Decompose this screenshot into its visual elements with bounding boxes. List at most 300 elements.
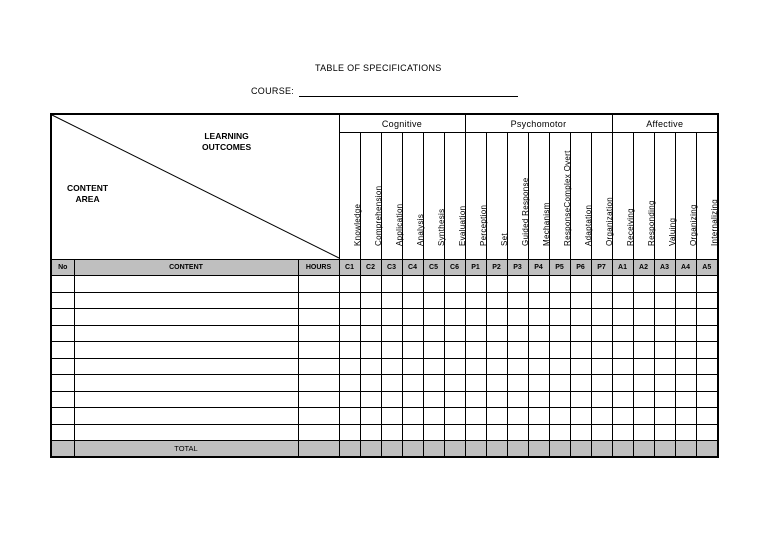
- table-cell[interactable]: [402, 325, 423, 342]
- table-cell[interactable]: [528, 424, 549, 441]
- table-cell[interactable]: [675, 358, 696, 375]
- table-cell[interactable]: [591, 375, 612, 392]
- table-cell[interactable]: [51, 424, 74, 441]
- outcome-label: Guided Response: [520, 177, 530, 246]
- table-cell[interactable]: [633, 424, 654, 441]
- total-cell[interactable]: [360, 441, 381, 458]
- table-cell[interactable]: [696, 325, 718, 342]
- group-header-cognitive: Cognitive: [339, 114, 465, 133]
- table-cell[interactable]: [381, 325, 402, 342]
- table-cell[interactable]: [696, 309, 718, 326]
- outcome-header: [591, 133, 612, 260]
- outcome-label: Perception: [478, 204, 488, 246]
- table-cell[interactable]: [51, 375, 74, 392]
- table-cell[interactable]: [675, 424, 696, 441]
- table-cell[interactable]: [654, 408, 675, 425]
- col-no-header: No: [51, 260, 74, 276]
- code-header: A5: [696, 260, 718, 276]
- code-header: P6: [570, 260, 591, 276]
- table-cell[interactable]: [612, 375, 633, 392]
- table-cell[interactable]: [381, 424, 402, 441]
- table-cell[interactable]: [633, 309, 654, 326]
- table-cell[interactable]: [696, 391, 718, 408]
- table-cell[interactable]: [423, 391, 444, 408]
- table-cell[interactable]: [528, 408, 549, 425]
- outcome-label: Synthesis: [436, 208, 446, 246]
- table-cell[interactable]: [360, 325, 381, 342]
- code-header: P4: [528, 260, 549, 276]
- total-cell[interactable]: [675, 441, 696, 458]
- table-cell[interactable]: [339, 358, 360, 375]
- table-cell[interactable]: [465, 391, 486, 408]
- table-cell[interactable]: [549, 292, 570, 309]
- outcome-header: [339, 133, 360, 260]
- table-cell[interactable]: [654, 325, 675, 342]
- table-cell[interactable]: [381, 292, 402, 309]
- table-cell[interactable]: [612, 342, 633, 359]
- table-cell[interactable]: [423, 309, 444, 326]
- content-area-label: [67, 183, 108, 205]
- table-cell[interactable]: [298, 358, 339, 375]
- table-cell[interactable]: [339, 408, 360, 425]
- outcome-header: [612, 133, 633, 260]
- table-cell[interactable]: [591, 325, 612, 342]
- code-header: A1: [612, 260, 633, 276]
- table-cell[interactable]: [339, 375, 360, 392]
- table-cell[interactable]: [423, 358, 444, 375]
- table-cell[interactable]: [570, 292, 591, 309]
- table-cell[interactable]: [51, 292, 74, 309]
- table-cell[interactable]: [360, 375, 381, 392]
- table-cell[interactable]: [486, 391, 507, 408]
- table-row: [51, 424, 718, 441]
- table-cell[interactable]: [549, 309, 570, 326]
- table-cell[interactable]: [465, 408, 486, 425]
- table-cell[interactable]: [465, 375, 486, 392]
- table-cell[interactable]: [528, 375, 549, 392]
- table-cell[interactable]: [528, 309, 549, 326]
- table-cell[interactable]: [74, 358, 298, 375]
- table-cell[interactable]: [486, 424, 507, 441]
- table-cell[interactable]: [74, 309, 298, 326]
- table-cell[interactable]: [570, 276, 591, 293]
- outcome-header: [549, 133, 570, 260]
- table-cell[interactable]: [675, 276, 696, 293]
- table-cell[interactable]: [633, 391, 654, 408]
- table-cell[interactable]: [360, 391, 381, 408]
- outcome-header: [381, 133, 402, 260]
- table-cell[interactable]: [465, 424, 486, 441]
- table-cell[interactable]: [381, 358, 402, 375]
- table-row: [51, 358, 718, 375]
- total-cell[interactable]: [570, 441, 591, 458]
- outcome-header: [486, 133, 507, 260]
- table-cell[interactable]: [444, 375, 465, 392]
- total-cell[interactable]: [696, 441, 718, 458]
- table-cell[interactable]: [528, 358, 549, 375]
- table-cell[interactable]: [570, 424, 591, 441]
- table-cell[interactable]: [465, 292, 486, 309]
- table-cell[interactable]: [507, 309, 528, 326]
- table-cell[interactable]: [675, 292, 696, 309]
- code-header: C1: [339, 260, 360, 276]
- table-cell[interactable]: [654, 292, 675, 309]
- table-cell[interactable]: [654, 358, 675, 375]
- table-cell[interactable]: [486, 342, 507, 359]
- table-cell[interactable]: [465, 342, 486, 359]
- total-cell[interactable]: [591, 441, 612, 458]
- total-cell[interactable]: [381, 441, 402, 458]
- table-cell[interactable]: [633, 292, 654, 309]
- table-cell[interactable]: [549, 325, 570, 342]
- table-cell[interactable]: [633, 325, 654, 342]
- col-content-header: CONTENT: [74, 260, 298, 276]
- table-cell[interactable]: [654, 391, 675, 408]
- table-row: [51, 292, 718, 309]
- learning-outcomes-line1: LEARNING: [204, 131, 249, 141]
- table-cell[interactable]: [486, 309, 507, 326]
- table-cell[interactable]: [51, 358, 74, 375]
- table-cell[interactable]: [298, 408, 339, 425]
- table-cell[interactable]: [486, 358, 507, 375]
- table-cell[interactable]: [612, 292, 633, 309]
- table-cell[interactable]: [381, 408, 402, 425]
- table-cell[interactable]: [444, 309, 465, 326]
- table-cell[interactable]: [507, 424, 528, 441]
- code-header: C4: [402, 260, 423, 276]
- total-row: [51, 441, 718, 458]
- table-cell[interactable]: [465, 276, 486, 293]
- table-cell[interactable]: [402, 358, 423, 375]
- table-cell[interactable]: [74, 292, 298, 309]
- table-cell[interactable]: [51, 276, 74, 293]
- table-cell[interactable]: [298, 276, 339, 293]
- table-cell[interactable]: [360, 358, 381, 375]
- table-cell[interactable]: [507, 292, 528, 309]
- total-cell: [51, 441, 74, 458]
- table-cell[interactable]: [402, 342, 423, 359]
- table-cell[interactable]: [339, 342, 360, 359]
- table-cell[interactable]: [654, 375, 675, 392]
- table-cell[interactable]: [696, 358, 718, 375]
- table-cell[interactable]: [298, 342, 339, 359]
- table-row: [51, 309, 718, 326]
- outcome-label: Analysis: [415, 213, 425, 246]
- table-cell[interactable]: [486, 375, 507, 392]
- table-cell[interactable]: [654, 342, 675, 359]
- group-header-psychomotor: Psychomotor: [465, 114, 612, 133]
- outcome-label: Internalizing: [709, 198, 719, 246]
- table-cell[interactable]: [74, 391, 298, 408]
- content-area-line1: CONTENT: [67, 183, 109, 193]
- total-cell[interactable]: [528, 441, 549, 458]
- code-header: C6: [444, 260, 465, 276]
- table-cell[interactable]: [51, 391, 74, 408]
- table-cell[interactable]: [339, 391, 360, 408]
- table-cell[interactable]: [339, 309, 360, 326]
- group-header-affective: Affective: [612, 114, 718, 133]
- total-cell[interactable]: [507, 441, 528, 458]
- table-cell[interactable]: [74, 375, 298, 392]
- outcome-header: [402, 133, 423, 260]
- table-cell[interactable]: [51, 408, 74, 425]
- code-header: A3: [654, 260, 675, 276]
- outcome-label: Application: [394, 203, 404, 246]
- table-cell[interactable]: [675, 408, 696, 425]
- table-cell[interactable]: [360, 424, 381, 441]
- table-cell[interactable]: [298, 375, 339, 392]
- total-cell[interactable]: [402, 441, 423, 458]
- table-cell[interactable]: [507, 358, 528, 375]
- table-cell[interactable]: [633, 342, 654, 359]
- table-cell[interactable]: [360, 309, 381, 326]
- code-header: C5: [423, 260, 444, 276]
- code-header: C2: [360, 260, 381, 276]
- table-cell[interactable]: [444, 391, 465, 408]
- table-row: [51, 391, 718, 408]
- table-cell[interactable]: [549, 375, 570, 392]
- table-cell[interactable]: [381, 342, 402, 359]
- table-cell[interactable]: [402, 391, 423, 408]
- table-row: [51, 325, 718, 342]
- table-cell[interactable]: [591, 391, 612, 408]
- table-cell[interactable]: [74, 424, 298, 441]
- table-cell[interactable]: [423, 408, 444, 425]
- table-cell[interactable]: [528, 342, 549, 359]
- table-cell[interactable]: [360, 342, 381, 359]
- code-header: P5: [549, 260, 570, 276]
- course-input-line[interactable]: [299, 96, 518, 97]
- table-cell[interactable]: [339, 292, 360, 309]
- table-cell[interactable]: [486, 408, 507, 425]
- outcome-header: [675, 133, 696, 260]
- table-row: [51, 408, 718, 425]
- table-cell[interactable]: [591, 276, 612, 293]
- table-cell[interactable]: [74, 325, 298, 342]
- table-cell[interactable]: [444, 325, 465, 342]
- table-cell[interactable]: [402, 408, 423, 425]
- table-cell[interactable]: [675, 391, 696, 408]
- table-cell[interactable]: [423, 375, 444, 392]
- table-cell[interactable]: [612, 358, 633, 375]
- table-row: [51, 375, 718, 392]
- table-cell[interactable]: [570, 342, 591, 359]
- table-cell[interactable]: [423, 325, 444, 342]
- table-cell[interactable]: [549, 358, 570, 375]
- table-cell[interactable]: [570, 408, 591, 425]
- table-cell[interactable]: [507, 375, 528, 392]
- table-cell[interactable]: [675, 375, 696, 392]
- table-cell[interactable]: [507, 342, 528, 359]
- table-cell[interactable]: [591, 424, 612, 441]
- table-cell[interactable]: [339, 276, 360, 293]
- table-cell[interactable]: [360, 276, 381, 293]
- table-cell[interactable]: [570, 391, 591, 408]
- table-cell[interactable]: [51, 325, 74, 342]
- learning-outcomes-label: [202, 131, 251, 153]
- table-cell[interactable]: [507, 408, 528, 425]
- table-cell[interactable]: [423, 424, 444, 441]
- code-header: P7: [591, 260, 612, 276]
- table-cell[interactable]: [633, 276, 654, 293]
- table-cell[interactable]: [360, 408, 381, 425]
- table-cell[interactable]: [298, 391, 339, 408]
- total-cell[interactable]: [486, 441, 507, 458]
- table-cell[interactable]: [402, 292, 423, 309]
- table-cell[interactable]: [339, 325, 360, 342]
- table-cell[interactable]: [591, 408, 612, 425]
- table-cell[interactable]: [381, 309, 402, 326]
- outcome-label: Responding: [646, 200, 656, 246]
- total-cell[interactable]: [654, 441, 675, 458]
- table-cell[interactable]: [465, 309, 486, 326]
- table-cell[interactable]: [549, 408, 570, 425]
- content-area-line2: AREA: [75, 194, 100, 204]
- table-cell[interactable]: [444, 424, 465, 441]
- table-cell[interactable]: [675, 309, 696, 326]
- table-cell[interactable]: [654, 309, 675, 326]
- table-cell[interactable]: [298, 309, 339, 326]
- table-cell[interactable]: [486, 276, 507, 293]
- table-cell[interactable]: [51, 309, 74, 326]
- outcome-label: Valuing: [667, 217, 677, 246]
- table-cell[interactable]: [507, 276, 528, 293]
- table-cell[interactable]: [612, 276, 633, 293]
- table-cell[interactable]: [402, 309, 423, 326]
- table-cell[interactable]: [74, 408, 298, 425]
- total-cell[interactable]: [549, 441, 570, 458]
- table-cell[interactable]: [675, 342, 696, 359]
- col-hours-header: HOURS: [298, 260, 339, 276]
- table-cell[interactable]: [675, 325, 696, 342]
- table-cell[interactable]: [696, 375, 718, 392]
- table-cell[interactable]: [465, 358, 486, 375]
- table-cell[interactable]: [612, 325, 633, 342]
- table-cell[interactable]: [298, 325, 339, 342]
- total-cell[interactable]: [423, 441, 444, 458]
- specifications-table: [50, 113, 719, 458]
- table-cell[interactable]: [402, 276, 423, 293]
- outcome-label: Organization: [604, 197, 614, 246]
- table-cell[interactable]: [423, 342, 444, 359]
- table-cell[interactable]: [444, 292, 465, 309]
- outcome-label: Knowledge: [352, 203, 362, 246]
- table-cell[interactable]: [528, 276, 549, 293]
- outcome-header: [570, 133, 591, 260]
- table-cell[interactable]: [74, 342, 298, 359]
- table-cell[interactable]: [549, 276, 570, 293]
- table-cell[interactable]: [696, 424, 718, 441]
- table-cell[interactable]: [633, 358, 654, 375]
- table-cell[interactable]: [612, 424, 633, 441]
- table-cell[interactable]: [298, 292, 339, 309]
- table-cell[interactable]: [339, 424, 360, 441]
- code-header: A2: [633, 260, 654, 276]
- table-cell[interactable]: [591, 292, 612, 309]
- table-cell[interactable]: [591, 358, 612, 375]
- table-cell[interactable]: [507, 325, 528, 342]
- course-label: COURSE:: [251, 86, 295, 96]
- table-cell[interactable]: [381, 391, 402, 408]
- outcome-header: [423, 133, 444, 260]
- total-cell[interactable]: [612, 441, 633, 458]
- table-cell[interactable]: [465, 325, 486, 342]
- table-cell[interactable]: [444, 358, 465, 375]
- table-cell[interactable]: [360, 292, 381, 309]
- header-diagonal-cell: [51, 114, 339, 260]
- total-cell[interactable]: [444, 441, 465, 458]
- table-cell[interactable]: [423, 292, 444, 309]
- table-cell[interactable]: [549, 424, 570, 441]
- table-cell[interactable]: [444, 408, 465, 425]
- total-cell[interactable]: [633, 441, 654, 458]
- table-cell[interactable]: [51, 342, 74, 359]
- table-cell[interactable]: [612, 391, 633, 408]
- table-cell[interactable]: [402, 375, 423, 392]
- table-cell[interactable]: [696, 408, 718, 425]
- table-cell[interactable]: [381, 375, 402, 392]
- outcome-header: [444, 133, 465, 260]
- total-cell[interactable]: [465, 441, 486, 458]
- table-row: [51, 342, 718, 359]
- table-cell[interactable]: [486, 325, 507, 342]
- learning-outcomes-line2: OUTCOMES: [202, 142, 252, 152]
- table-cell[interactable]: [444, 276, 465, 293]
- table-cell[interactable]: [549, 391, 570, 408]
- table-cell[interactable]: [528, 391, 549, 408]
- table-cell[interactable]: [591, 309, 612, 326]
- outcome-header: [507, 133, 528, 260]
- table-cell[interactable]: [74, 276, 298, 293]
- table-cell[interactable]: [507, 391, 528, 408]
- table-cell[interactable]: [549, 342, 570, 359]
- table-cell[interactable]: [696, 276, 718, 293]
- table-cell[interactable]: [696, 292, 718, 309]
- table-cell[interactable]: [298, 424, 339, 441]
- table-cell[interactable]: [381, 276, 402, 293]
- table-cell[interactable]: [528, 292, 549, 309]
- table-cell[interactable]: [423, 276, 444, 293]
- table-cell[interactable]: [570, 375, 591, 392]
- outcome-header: [633, 133, 654, 260]
- table-cell[interactable]: [633, 408, 654, 425]
- table-cell[interactable]: [696, 342, 718, 359]
- table-cell[interactable]: [570, 309, 591, 326]
- table-cell[interactable]: [444, 342, 465, 359]
- outcome-label: Adaptation: [583, 204, 593, 246]
- outcome-label: ResponseComplex Overt: [562, 150, 572, 246]
- table-cell[interactable]: [528, 325, 549, 342]
- total-cell[interactable]: [298, 441, 339, 458]
- outcome-label: Evaluation: [457, 205, 467, 246]
- table-cell[interactable]: [612, 408, 633, 425]
- table-cell[interactable]: [591, 342, 612, 359]
- table-cell[interactable]: [570, 358, 591, 375]
- outcome-label: Mechanism: [541, 202, 551, 246]
- table-cell[interactable]: [486, 292, 507, 309]
- table-cell[interactable]: [654, 276, 675, 293]
- total-cell[interactable]: [339, 441, 360, 458]
- table-cell[interactable]: [654, 424, 675, 441]
- table-cell[interactable]: [570, 325, 591, 342]
- outcome-header: [528, 133, 549, 260]
- outcome-header: [696, 133, 718, 260]
- outcome-label: Receiving: [625, 208, 635, 246]
- table-cell[interactable]: [402, 424, 423, 441]
- table-cell[interactable]: [612, 309, 633, 326]
- total-label: TOTAL: [74, 441, 298, 458]
- table-cell[interactable]: [633, 375, 654, 392]
